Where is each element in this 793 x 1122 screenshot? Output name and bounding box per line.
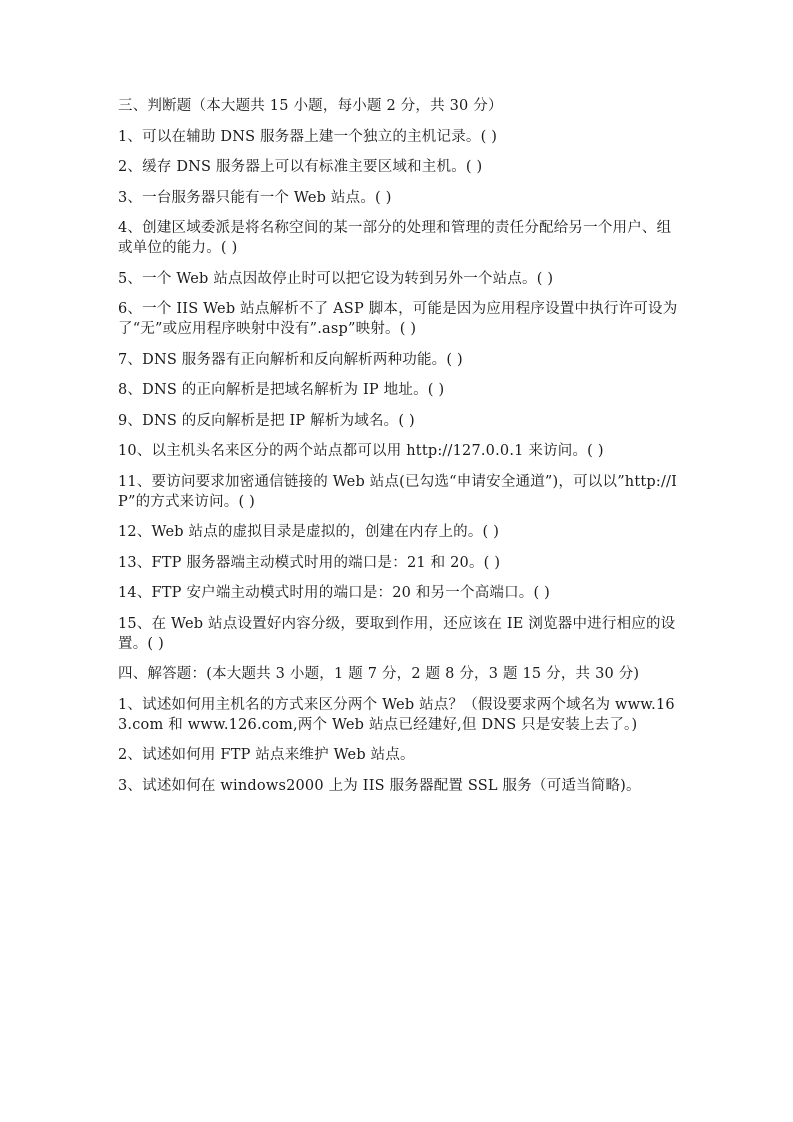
judge-question-11: 11、要访问要求加密通信链接的 Web 站点(已勾选“申请安全通道”)，可以以”http://IP”的方式来访问。( ) bbox=[118, 473, 678, 510]
judge-question-6: 6、一个 IIS Web 站点解析不了 ASP 脚本，可能是因为应用程序设置中执行许可设为了“无”或应用程序映射中没有”.asp”映射。( ) bbox=[118, 301, 678, 337]
judge-question-7: 7、DNS 服务器有正向解析和反向解析两种功能。( ) bbox=[118, 351, 463, 368]
judge-question-14: 14、FTP 安户端主动模式时用的端口是：20 和另一个高端口。( ) bbox=[118, 585, 551, 601]
judge-question-4: 4、创建区域委派是将名称空间的某一部分的处理和管理的责任分配给另一个用户、组或单位的能力。( ) bbox=[118, 220, 672, 256]
document-page bbox=[118, 96, 678, 806]
judge-question-15: 15、在 Web 站点设置好内容分级，要取到作用，还应该在 IE 浏览器中进行相应的设置。( ) bbox=[118, 615, 676, 652]
judge-question-13: 13、FTP 服务器端主动模式时用的端口是：21 和 20。( ) bbox=[118, 554, 501, 571]
answer-question-1: 1、试述如何用主机名的方式来区分两个 Web 站点？（假设要求两个域名为 www.163.com 和 www.126.com,两个 Web 站点已经建好,但 DNS 只是安装上去了。) bbox=[118, 696, 675, 733]
judge-question-2: 2、缓存 DNS 服务器上可以有标准主要区域和主机。( ) bbox=[118, 159, 483, 175]
answer-question-3: 3、试述如何在 windows2000 上为 IIS 服务器配置 SSL 服务（可适当简略)。 bbox=[118, 777, 641, 794]
judge-question-8: 8、DNS 的正向解析是把域名解析为 IP 地址。( ) bbox=[118, 382, 445, 398]
judge-question-9: 9、DNS 的反向解析是把 IP 解析为域名。( ) bbox=[118, 412, 415, 429]
judge-question-1: 1、可以在辅助 DNS 服务器上建一个独立的主机记录。( ) bbox=[118, 128, 498, 145]
answer-question-2: 2、试述如何用 FTP 站点来维护 Web 站点。 bbox=[118, 747, 415, 763]
judge-question-10: 10、以主机头名来区分的两个站点都可以用 http://127.0.0.1 来访问。( ) bbox=[118, 443, 604, 459]
judge-question-12: 12、Web 站点的虚拟目录是虚拟的，创建在内存上的。( ) bbox=[118, 524, 500, 540]
judge-question-5: 5、一个 Web 站点因故停止时可以把它设为转到另外一个站点。( ) bbox=[118, 270, 554, 287]
section-3-heading: 三、判断题（本大题共 15 小题，每小题 2 分，共 30 分） bbox=[118, 98, 503, 114]
judge-question-3: 3、一台服务器只能有一个 Web 站点。( ) bbox=[118, 189, 392, 206]
section-4-heading: 四、解答题：(本大题共 3 小题，1 题 7 分，2 题 8 分，3 题 15 分，共 30 分) bbox=[118, 666, 640, 682]
